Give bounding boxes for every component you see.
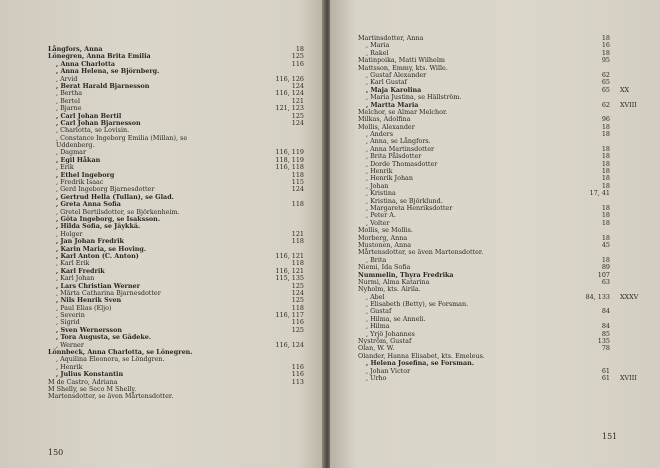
entry-pages: 107 xyxy=(597,270,610,279)
index-entry xyxy=(358,35,658,42)
entry-name: , Bertha xyxy=(56,89,83,98)
entry-name: Mollis, Alexander xyxy=(358,122,415,131)
index-entry xyxy=(358,286,658,293)
entry-name: Matinpoika, Matti Wilhelm xyxy=(358,56,445,65)
entry-name: , Anna, se Långfors. xyxy=(366,137,431,146)
entry-name: , Karl Anton (C. Anton) xyxy=(56,251,139,260)
entry-name: , Bjarne xyxy=(56,104,82,113)
entry-name: , Nils Henrik Sven xyxy=(56,296,122,305)
entry-name: , Kristina, se Björklund. xyxy=(366,196,443,205)
entry-name: , Severin xyxy=(56,311,85,320)
entry-name: Långfors, Anna xyxy=(48,45,103,53)
entry-pages: 118 xyxy=(291,237,304,246)
entry-pages: 125 xyxy=(291,296,304,305)
entry-name: , Karin Maria, se Hoving. xyxy=(56,244,147,253)
entry-pages: 61 xyxy=(601,373,610,382)
entry-name: , Greta Anna Sofia xyxy=(56,200,121,209)
entry-name: , Gustaf Alexander xyxy=(366,70,427,79)
entry-name: Olan, W. W. xyxy=(358,344,395,353)
entry-name: , Charlotta, se Lovisin. xyxy=(56,126,130,135)
entry-pages: 18 xyxy=(601,255,610,264)
entry-pages: 118 xyxy=(291,303,304,312)
entry-name: Mattsson, Emmy, kts. Wille. xyxy=(358,63,448,72)
entry-name: , Arvid xyxy=(56,74,78,83)
left-page-number: 150 xyxy=(48,448,64,457)
index-entry xyxy=(48,312,324,319)
entry-name: , Gertrud Hella (Tullan), se Glad. xyxy=(56,192,174,201)
entry-name: Martensdotter, se även Mårtensdotter. xyxy=(48,392,174,401)
entry-name: , Holger xyxy=(56,229,83,238)
entry-pages: 118, 119 xyxy=(275,155,304,164)
entry-name: , Werner xyxy=(56,340,84,349)
entry-name: , Carl Johan Bertil xyxy=(56,111,122,120)
entry-name: , Dagmar xyxy=(56,148,87,157)
entry-pages: 118 xyxy=(291,170,304,179)
entry-name: , Abel xyxy=(366,292,385,301)
entry-name: , Julius Konstantin xyxy=(56,370,124,379)
entry-name: , Carl Johan Bjarnesson xyxy=(56,118,141,127)
entry-pages: 118 xyxy=(291,259,304,268)
entry-name: , Henrik xyxy=(366,167,393,176)
index-entry xyxy=(48,90,324,97)
index-entry xyxy=(358,183,658,190)
entry-name: , Yrjö Johannes xyxy=(366,329,415,338)
entry-pages: 45 xyxy=(601,240,610,249)
entry-name: , Sigrid xyxy=(56,318,80,327)
entry-name: , Anna Helena, se Björnberg. xyxy=(56,67,160,76)
entry-pages: 113 xyxy=(291,377,304,386)
entry-pages: 65 xyxy=(601,78,610,87)
entry-pages: 115, 135 xyxy=(275,274,304,283)
entry-pages: 18 xyxy=(601,218,610,227)
index-entry xyxy=(358,249,658,256)
entry-name: , Karl Gustaf xyxy=(366,78,408,87)
entry-pages: 116 xyxy=(291,362,304,371)
entry-pages: 125 xyxy=(291,281,304,290)
entry-name: , Berat Harald Bjarnesson xyxy=(56,81,150,90)
entry-name: Mollis, se Mollis. xyxy=(358,226,413,235)
entry-name: Mårtensdotter, se även Martensdotter. xyxy=(358,248,484,257)
entry-pages: 18 xyxy=(601,233,610,242)
entry-name: , Brita Pålsdotter xyxy=(366,152,422,161)
entry-name: , Maria Justina, se Hällström. xyxy=(366,93,462,102)
entry-pages: 65 xyxy=(601,85,610,94)
entry-plate: XX xyxy=(620,85,630,94)
entry-name: , Anna Charlotta xyxy=(56,59,116,68)
entry-name: , Paul Elias (Eljo) xyxy=(56,303,112,312)
entry-pages: 116 xyxy=(291,318,304,327)
entry-name: , Hilma, se Anneli. xyxy=(366,314,426,323)
entry-name: Melchor, se Almar Melchor. xyxy=(358,107,448,116)
entry-name: Martinsdotter, Anna xyxy=(358,34,424,42)
entry-plate: XXXV xyxy=(620,292,639,301)
entry-name: , Erik xyxy=(56,163,74,172)
entry-pages: 18 xyxy=(601,122,610,131)
entry-name: , Hilma xyxy=(366,322,390,331)
entry-pages: 85 xyxy=(601,329,610,338)
entry-name: , Elisabeth (Betty), se Forsman. xyxy=(366,300,469,309)
entry-name: , Kristina xyxy=(366,189,396,198)
entry-name: , Märta Catharina Bjarnesdotter xyxy=(56,288,161,297)
entry-name: M Shelly, se Seco M Shelly. xyxy=(48,384,137,393)
entry-pages: 18 xyxy=(601,159,610,168)
entry-name: , Rakel xyxy=(366,48,389,57)
entry-pages: 116, 124 xyxy=(275,89,304,98)
index-entry xyxy=(358,175,658,182)
index-entry xyxy=(48,223,324,230)
index-entry xyxy=(358,124,658,131)
entry-name: Nyholm, kts. Airila. xyxy=(358,285,421,294)
entry-name: , Brita xyxy=(366,255,387,264)
entry-pages: 116 xyxy=(291,59,304,68)
entry-name: Milkas, Adolfina xyxy=(358,115,411,124)
entry-pages: 124 xyxy=(291,118,304,127)
index-entry xyxy=(358,42,658,49)
entry-name: , Karl Fredrik xyxy=(56,266,105,275)
entry-name: , Henrik Johan xyxy=(366,174,413,183)
entry-pages: 116 xyxy=(291,370,304,379)
right-page-number: 151 xyxy=(602,432,618,441)
entry-pages: 84 xyxy=(601,307,610,316)
entry-name: , Gerd Ingeborg Bjarnesdotter xyxy=(56,185,155,194)
entry-pages: 18 xyxy=(601,34,610,42)
right-page xyxy=(330,0,660,468)
entry-name: , Helena Josefina, se Forsman. xyxy=(366,359,474,368)
entry-name: , Tora Augusta, se Gädeke. xyxy=(56,333,152,342)
entry-pages: 95 xyxy=(601,56,610,65)
left-page xyxy=(0,0,324,468)
entry-name: , Martta Maria xyxy=(366,100,419,109)
entry-pages: 62 xyxy=(601,100,610,109)
right-index-list xyxy=(358,35,658,382)
entry-pages: 124 xyxy=(291,288,304,297)
entry-pages: 135 xyxy=(597,337,610,346)
entry-pages: 124 xyxy=(291,185,304,194)
entry-pages: 18 xyxy=(601,130,610,139)
entry-name: , Ethel Ingeborg xyxy=(56,170,115,179)
entry-pages: 84, 133 xyxy=(585,292,610,301)
entry-plate: XVIII xyxy=(620,373,637,382)
index-entry xyxy=(358,368,658,375)
entry-pages: 124 xyxy=(291,81,304,90)
entry-pages: 61 xyxy=(601,366,610,375)
entry-name: Niemi, Ida Sofia xyxy=(358,263,411,272)
entry-pages: 78 xyxy=(601,344,610,353)
entry-plate: XVIII xyxy=(620,100,637,109)
entry-pages: 118 xyxy=(291,200,304,209)
entry-pages: 63 xyxy=(601,277,610,286)
index-entry xyxy=(358,212,658,219)
entry-name: , Aquilina Eleonora, se Löndgren. xyxy=(56,355,165,364)
entry-name: , Johan Victor xyxy=(366,366,411,375)
entry-name: , Jan Johan Fredrik xyxy=(56,237,124,246)
entry-name: , Lars Christian Werner xyxy=(56,281,140,290)
entry-pages: 125 xyxy=(291,111,304,120)
entry-name: , Fredrik Isaac xyxy=(56,178,104,187)
entry-pages: 116, 124 xyxy=(275,340,304,349)
entry-pages: 18 xyxy=(601,167,610,176)
entry-pages: 18 xyxy=(601,181,610,190)
entry-pages: 96 xyxy=(601,115,610,124)
index-entry xyxy=(358,375,658,382)
index-entry xyxy=(358,301,658,308)
entry-pages: 116, 117 xyxy=(275,311,304,320)
entry-name: , Sven Wernersson xyxy=(56,325,122,334)
entry-name: , Constance Ingeborg Emilia (Millan), se xyxy=(56,133,188,142)
entry-name: , Hilda Sofia, se Jäykkä. xyxy=(56,222,141,231)
entry-pages: 116, 121 xyxy=(275,266,304,275)
entry-name: , Gustaf xyxy=(366,307,392,316)
entry-name: , Volter xyxy=(366,218,390,227)
entry-pages: 125 xyxy=(291,325,304,334)
entry-pages: 16 xyxy=(601,41,610,50)
index-entry xyxy=(358,316,658,323)
entry-name: , Anna Martinsdotter xyxy=(366,144,435,153)
entry-name: , Karl Erik xyxy=(56,259,90,268)
entry-name: , Egil Håkan xyxy=(56,155,101,164)
entry-pages: 121 xyxy=(291,96,304,105)
entry-name: , Maria xyxy=(366,41,390,50)
entry-pages: 89 xyxy=(601,263,610,272)
entry-pages: 18 xyxy=(601,144,610,153)
entry-name: M de Castro, Adriana xyxy=(48,377,118,386)
entry-pages: 116, 118 xyxy=(275,163,304,172)
index-entry xyxy=(358,205,658,212)
entry-name: , Dorde Thomasdotter xyxy=(366,159,438,168)
entry-name: , Urho xyxy=(366,373,387,382)
entry-pages: 18 xyxy=(601,203,610,212)
entry-name: , Gretel Bertilsdotter, se Björkenheim. xyxy=(56,207,180,216)
entry-pages: 18 xyxy=(601,174,610,183)
entry-pages: 116, 121 xyxy=(275,251,304,260)
entry-name: Uddenberg. xyxy=(56,141,95,150)
entry-pages: 18 xyxy=(601,211,610,220)
entry-name: Nurmi, Alma Katarina xyxy=(358,277,430,286)
entry-pages: 17, 41 xyxy=(589,189,610,198)
entry-pages: 116, 126 xyxy=(275,74,304,83)
entry-name: Nummelin, Thyra Fredrika xyxy=(358,270,454,279)
entry-name: , Johan xyxy=(366,181,389,190)
entry-name: , Maja Karolina xyxy=(366,85,422,94)
entry-name: Morberg, Anna xyxy=(358,233,408,242)
entry-name: , Anders xyxy=(366,130,394,139)
entry-pages: 115 xyxy=(291,178,304,187)
entry-pages: 116, 119 xyxy=(275,148,304,157)
entry-name: , Henrik xyxy=(56,362,83,371)
entry-name: , Bertel xyxy=(56,96,80,105)
entry-name: , Peter A. xyxy=(366,211,396,220)
entry-pages: 84 xyxy=(601,322,610,331)
entry-name: Nyström, Gustaf xyxy=(358,337,412,346)
entry-pages: 62 xyxy=(601,70,610,79)
index-entry xyxy=(48,356,324,363)
entry-pages: 121, 123 xyxy=(275,104,304,113)
index-entry xyxy=(48,393,324,400)
entry-name: Lönegren, Anna Brita Emilia xyxy=(48,52,151,61)
entry-pages: 18 xyxy=(295,45,304,53)
entry-name: , Karl Johan xyxy=(56,274,95,283)
entry-pages: 125 xyxy=(291,52,304,61)
index-entry xyxy=(358,161,658,168)
entry-pages: 18 xyxy=(601,152,610,161)
entry-name: , Margareta Henriksdotter xyxy=(366,203,453,212)
index-entry xyxy=(48,253,324,260)
index-entry xyxy=(358,338,658,345)
entry-pages: 18 xyxy=(601,48,610,57)
entry-name: Olander, Hanna Elisabet, kts. Emeleus. xyxy=(358,351,485,360)
left-index-list xyxy=(48,46,324,401)
entry-name: Mustonen, Anna xyxy=(358,240,412,249)
entry-pages: 121 xyxy=(291,229,304,238)
entry-name: , Göta Ingeborg, se Isaksson. xyxy=(56,214,161,223)
entry-name: Lönnbeck, Anna Charlotta, se Lönegren. xyxy=(48,348,193,357)
